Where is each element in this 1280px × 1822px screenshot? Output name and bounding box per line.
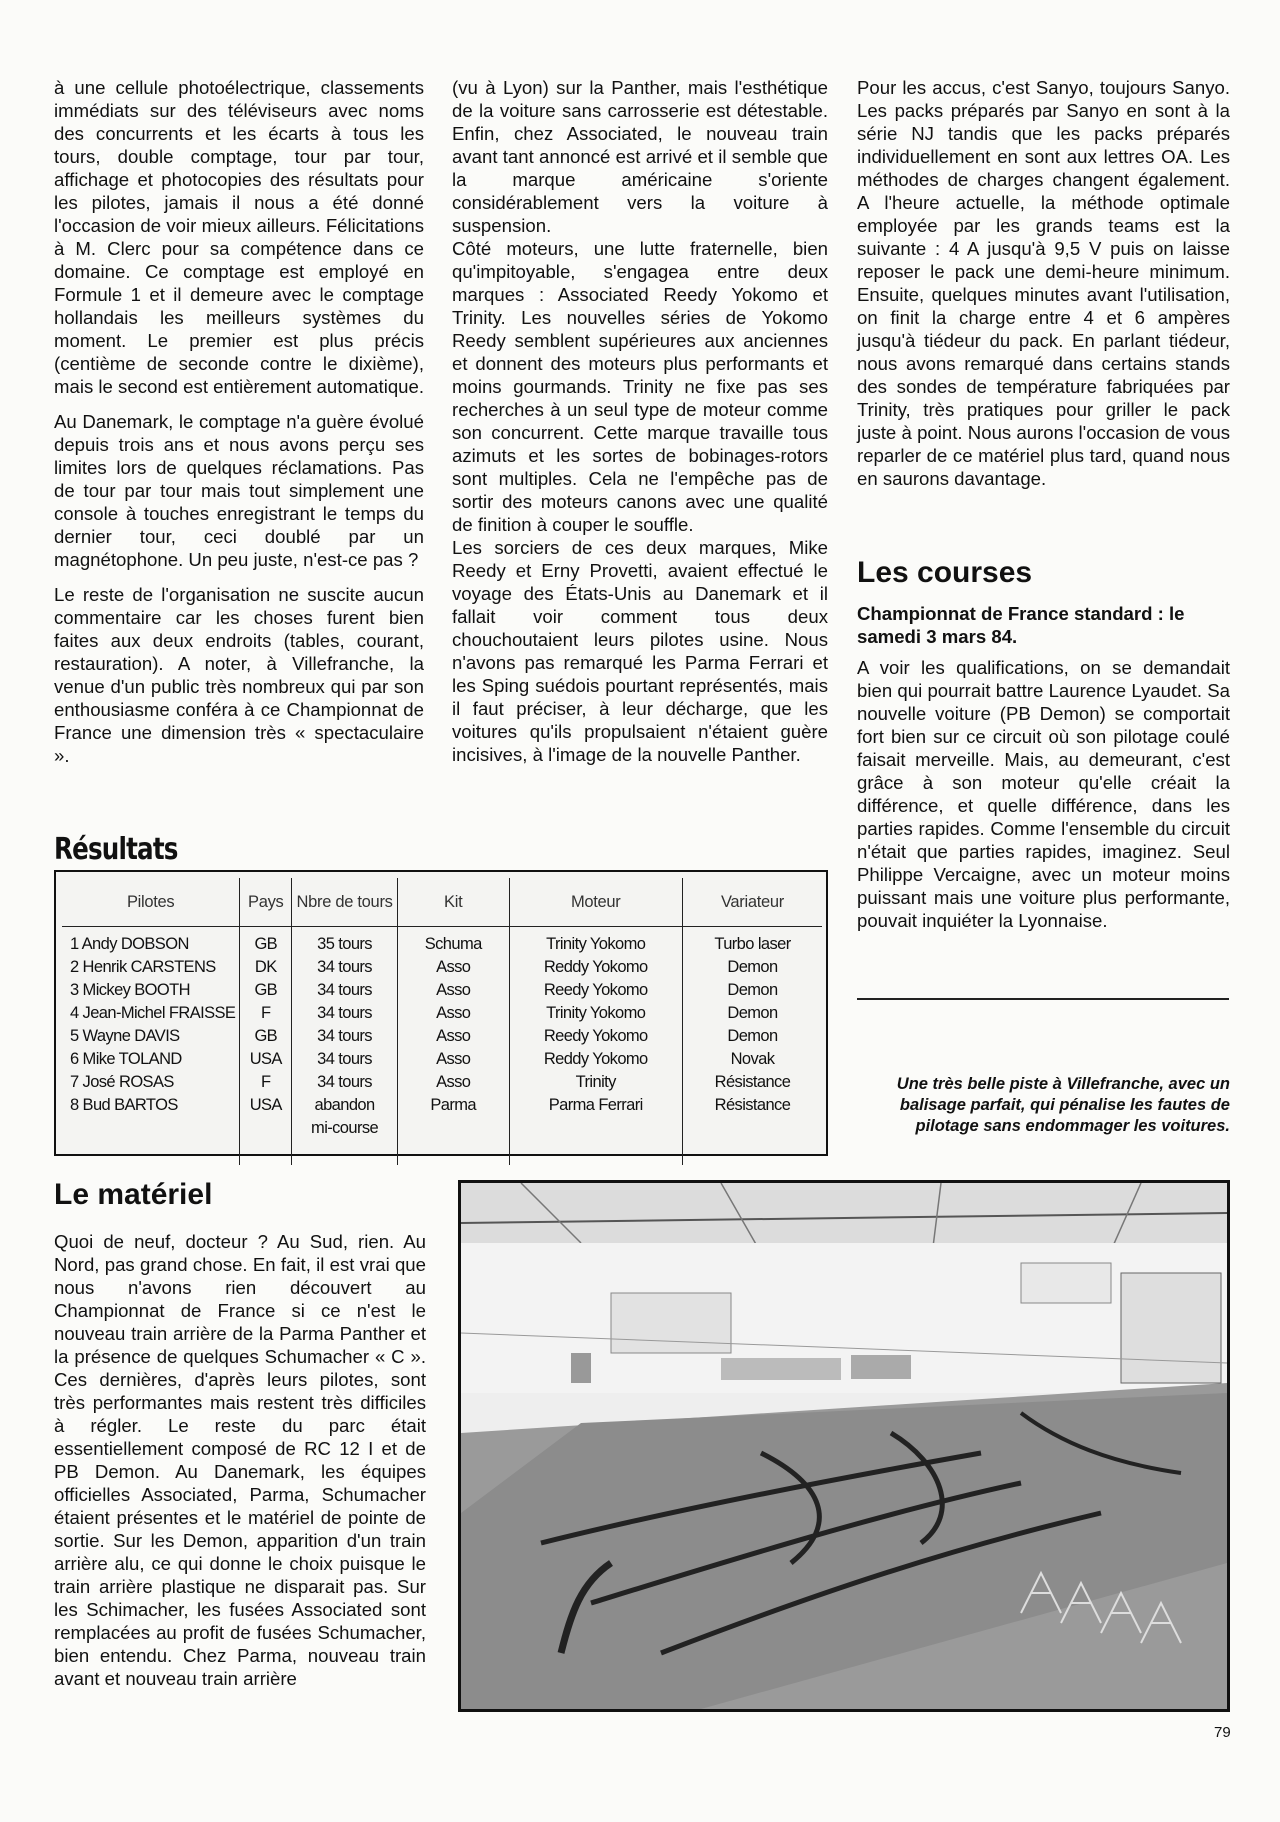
track-photo [458,1180,1230,1712]
paragraph: Les sorciers de ces deux marques, Mike Reedy et Erny Provetti, avaient effectué le voyage des États-Unis au Danemark et il fallait voir comment tous deux chouchoutaient leurs pilotes usine. Nous n'avons pas remarqué les Parma Ferrari et les Sping suédois pourtant représentés, mais il faut préciser, à leur décharge, que les voitures qu'ils propulsaient n'étaient guère incisives, à l'image de la nouvelle Panther. [452,537,828,765]
paragraph: Le reste de l'organisation ne suscite aucun commentaire car les choses furent bien faites aux deux endroits (tables, courant, restauration). A noter, à Villefranche, la venue d'un public très nombreux qui par son enthousiasme conféra à ce Championnat de France une dimension très « spectaculaire ». [54,584,424,766]
cell: Demon [727,981,778,999]
results-table-box [54,870,828,1156]
cell: Résistance [714,1073,791,1091]
cell: 35 tours [317,935,372,953]
cell: Schuma [424,935,482,953]
cell: 34 tours [317,1004,372,1022]
cell: 5 Wayne DAVIS [70,1027,180,1045]
cell: 4 Jean-Michel FRAISSE [70,1004,236,1022]
cell: F [261,1073,271,1091]
cell: Asso [436,1027,471,1045]
cell: 34 tours [317,981,372,999]
cell: Demon [727,1004,778,1022]
cell: 34 tours [317,958,372,976]
table-header-row [62,878,822,927]
cell: Reddy Yokomo [543,1050,648,1068]
divider [857,998,1229,1000]
page-number: 79 [1214,1724,1231,1741]
header-pilotes: Pilotes [62,878,240,927]
section-heading-courses: Les courses [857,556,1033,589]
track-photo-illustration [461,1183,1227,1709]
paragraph: A voir les qualifications, on se demandait bien qui pourrait battre Laurence Lyaudet. Sa nouvelle voiture (PB Demon) se comportait fort bien sur ce circuit où son pilotage coulé faisait merveille. Mais, au demeurant, c'est grâce à son moteur qu'elle créait la différence, et quelle différence, dans les parties rapides. Comme l'ensemble du circuit n'était que parties rapides, imaginez. Seul Philippe Vercaigne, avec un moteur moins puissant mais une voiture plus performante, pouvait inquiéter la Lyonnaise. [857,657,1230,931]
header-pays: Pays [240,878,292,927]
cell: 8 Bud BARTOS [70,1096,178,1114]
header-variateur: Variateur [682,878,822,927]
column-pays [240,927,292,1166]
cell: 6 Mike TOLAND [70,1050,182,1068]
paragraph: à une cellule photoélectrique, classements immédiats sur des téléviseurs avec noms des concurrents et les écarts à tous les tours, double comptage, tour par tour, affichage et photocopies des résultats pour les pilotes, jamais il nous a été donné l'occasion de voir mieux ailleurs. Félicitations à M. Clerc pour sa compétence dans ce domaine. Ce comptage est employé en Formule 1 et il demeure avec le comptage hollandais les meilleurs systèmes du moment. Le premier est plus précis (centième de seconde contre le dixième), mais le second est entièrement automatique. [54,77,425,397]
column-tours [292,927,398,1166]
cell: GB [254,981,278,999]
cell: USA [249,1096,282,1114]
cell: Turbo laser [714,935,791,953]
cell: 34 tours [317,1027,372,1045]
cell: F [261,1004,271,1022]
cell: 7 José ROSAS [70,1073,174,1091]
column-3 [857,76,1230,490]
cell: Novak [730,1050,775,1068]
cell: 3 Mickey BOOTH [70,981,190,999]
cell: Asso [436,1050,471,1068]
column-variateur [682,927,822,1166]
paragraph: Quoi de neuf, docteur ? Au Sud, rien. Au Nord, pas grand chose. En fait, il est vrai que nous n'avons rien découvert au Championnat de France si ce n'est le nouveau train arrière de la Parma Panther et la présence de quelques Schumacher « C ». Ces dernières, d'après leurs pilotes, sont très performantes mais restent très difficiles à régler. Le reste du parc était essentiellement composé de RC 12 I et de PB Demon. Au Danemark, les équipes officielles Associated, Parma, Schumacher étaient présentes et le matériel de pointe de sortie. Sur les Demon, apparition d'un train arrière alu, ce qui donne le choix puisque le train arrière plastique ne disparait pas. Sur les Schimacher, les fusées Associated sont remplacées au profit de fusées Schumacher, bien entendu. Chez Parma, nouveau train avant et nouveau train arrière [54,1231,426,1689]
cell: DK [254,958,277,976]
cell: Trinity [575,1073,616,1091]
section-heading-materiel: Le matériel [54,1178,213,1211]
paragraph: Pour les accus, c'est Sanyo, toujours Sanyo. Les packs préparés par Sanyo en sont à la série NJ tandis que les packs préparés individuellement en sont aux lettres OA. Les méthodes de charges changent également. A l'heure actuelle, la méthode optimale employée par les grands teams est la suivante : 4 A jusqu'à 9,5 V puis on laisse reposer le pack une demi-heure minimum. Ensuite, quelques minutes avant l'utilisation, on finit la charge entre 4 et 6 ampères jusqu'à tiédeur du pack. En parlant tiédeur, nous avons remarqué dans certains stands des sondes de température fabriquées par Trinity, très pratiques pour griller le pack juste à point. Nous aurons l'occasion de vous reparler de ce matériel plus tard, quand nous en saurons davantage. [857,77,1230,489]
courses-text [857,656,1230,932]
section-heading-resultats: Résultats [54,832,178,867]
cell: Asso [436,958,471,976]
cell: Parma Ferrari [548,1096,643,1114]
cell: Asso [436,1004,471,1022]
results-table [62,878,822,1165]
cell: Trinity Yokomo [546,935,646,953]
cell: Demon [727,958,778,976]
photo-caption: Une très belle piste à Villefranche, avec un balisage parfait, qui pénalise les fautes de pilotage sans endommager les voitures. [896,1075,1230,1135]
column-kit [397,927,509,1166]
cell: Asso [436,1073,471,1091]
cell: Parma [430,1096,477,1114]
cell: 1 Andy DOBSON [70,935,189,953]
column-1 [54,76,424,779]
column-moteur [509,927,682,1166]
cell: 2 Henrik CARSTENS [70,958,216,976]
header-kit: Kit [397,878,509,927]
cell: mi-course [311,1119,379,1137]
materiel-text [54,1230,426,1690]
paragraph: (vu à Lyon) sur la Panther, mais l'esthétique de la voiture sans carrosserie est détestable. Enfin, chez Associated, le nouveau train avant tant annoncé est arrivé et il semble que la marque américaine s'oriente considérablement vers la voiture à suspension. [452,77,828,236]
cell: Résistance [714,1096,791,1114]
header-tours: Nbre de tours [292,878,398,927]
paragraph: Au Danemark, le comptage n'a guère évolué depuis trois ans et nous avons perçu ses limites lors de quelques réclamations. Pas de tour par tour mais tout simplement une console à touches enregistrant le temps du dernier tour, ceci doublé par un magnétophone. Un peu juste, n'est-ce pas ? [54,411,424,570]
cell: Asso [436,981,471,999]
cell: GB [254,1027,278,1045]
cell: GB [254,935,278,953]
table-body-row [62,927,822,1166]
section-subheading: Championnat de France standard : le samedi 3 mars 84. [857,603,1185,647]
cell: Trinity Yokomo [546,1004,646,1022]
paragraph: Côté moteurs, une lutte fraternelle, bien qu'impitoyable, s'engagea entre deux marques : Associated Reedy Yokomo et Trinity. Les nouvelles séries de Yokomo Reedy semblent supérieures aux anciennes et donnent des moteurs plus performants et moins gourmands. Trinity ne fixe pas ses recherches à un seul type de moteur comme son concurrent. Cette marque travaille tous azimuts et les sortes de bobinages-rotors sont multiples. Cela ne l'empêche pas de sortir des moteurs canons avec une qualité de finition à couper le souffle. [452,238,828,535]
cell: Reedy Yokomo [543,981,648,999]
cell: Reedy Yokomo [543,1027,648,1045]
cell: 34 tours [317,1050,372,1068]
column-2 [452,76,828,766]
header-moteur: Moteur [509,878,682,927]
cell: abandon [314,1096,375,1114]
cell: 34 tours [317,1073,372,1091]
column-pilotes [62,927,240,1166]
cell: Reddy Yokomo [543,958,648,976]
cell: Demon [727,1027,778,1045]
cell: USA [249,1050,282,1068]
